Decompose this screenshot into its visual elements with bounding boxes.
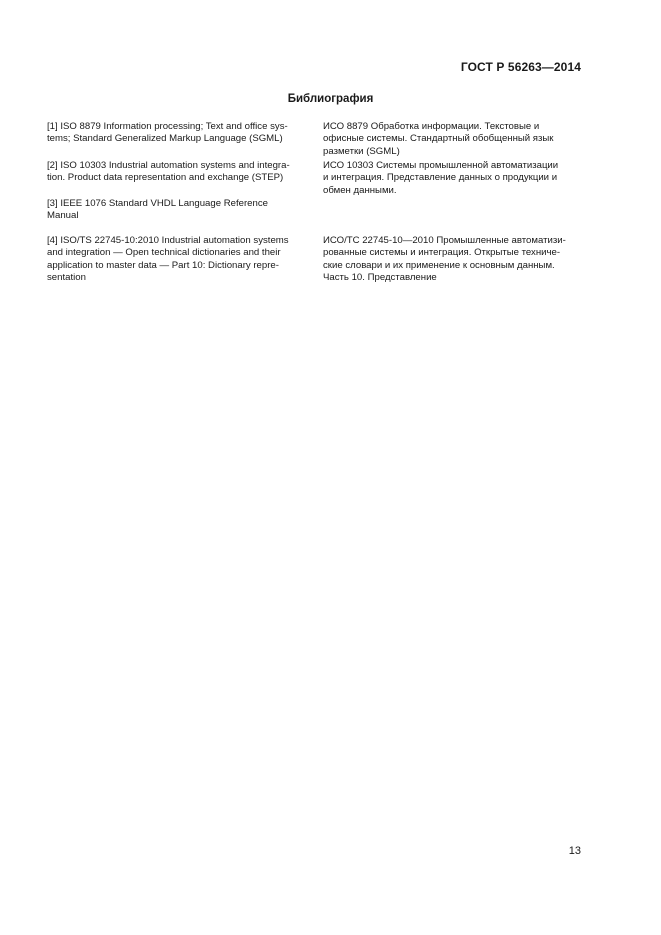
entry-translation: ИСО 10303 Системы промышленной автоматизации и интеграция. Представление данных о продукции и обмен данными. [323,160,559,196]
bibliography-entry [47,121,583,160]
standard-code: ГОСТ Р 56263—2014 [460,60,581,74]
section-title: Библиография [287,93,374,105]
entry-original: [2] ISO 10303 Industrial automation systems and integra- tion. Product data representation and exchange (STEP) [47,160,290,184]
entry-original: [4] ISO/TS 22745-10:2010 Industrial automation systems and integration — Open technical dictionaries and their application to master data — Part 10: Dictionary repre- sentation [47,235,289,284]
entry-original: [3] IEEE 1076 Standard VHDL Language Reference Manual [47,198,268,222]
bibliography-list [47,121,583,295]
entry-original: [1] ISO 8879 Information processing; Text and office sys- tems; Standard Generalized Markup Language (SGML) [47,121,288,145]
page-number: 13 [568,845,581,857]
entry-translation [323,198,583,235]
entry-translation: ИСО/ТС 22745-10—2010 Промышленные автоматизи- рованные системы и интеграция. Открытые техниче- ские словари и их применение к основным данным. Часть 10. Представление [323,235,566,284]
bibliography-entry [47,160,583,198]
entry-translation: ИСО 8879 Обработка информации. Текстовые и офисные системы. Стандартный обобщенный язык разметки (SGML) [323,121,554,157]
bibliography-entry [47,235,583,295]
bibliography-entry [47,198,583,235]
